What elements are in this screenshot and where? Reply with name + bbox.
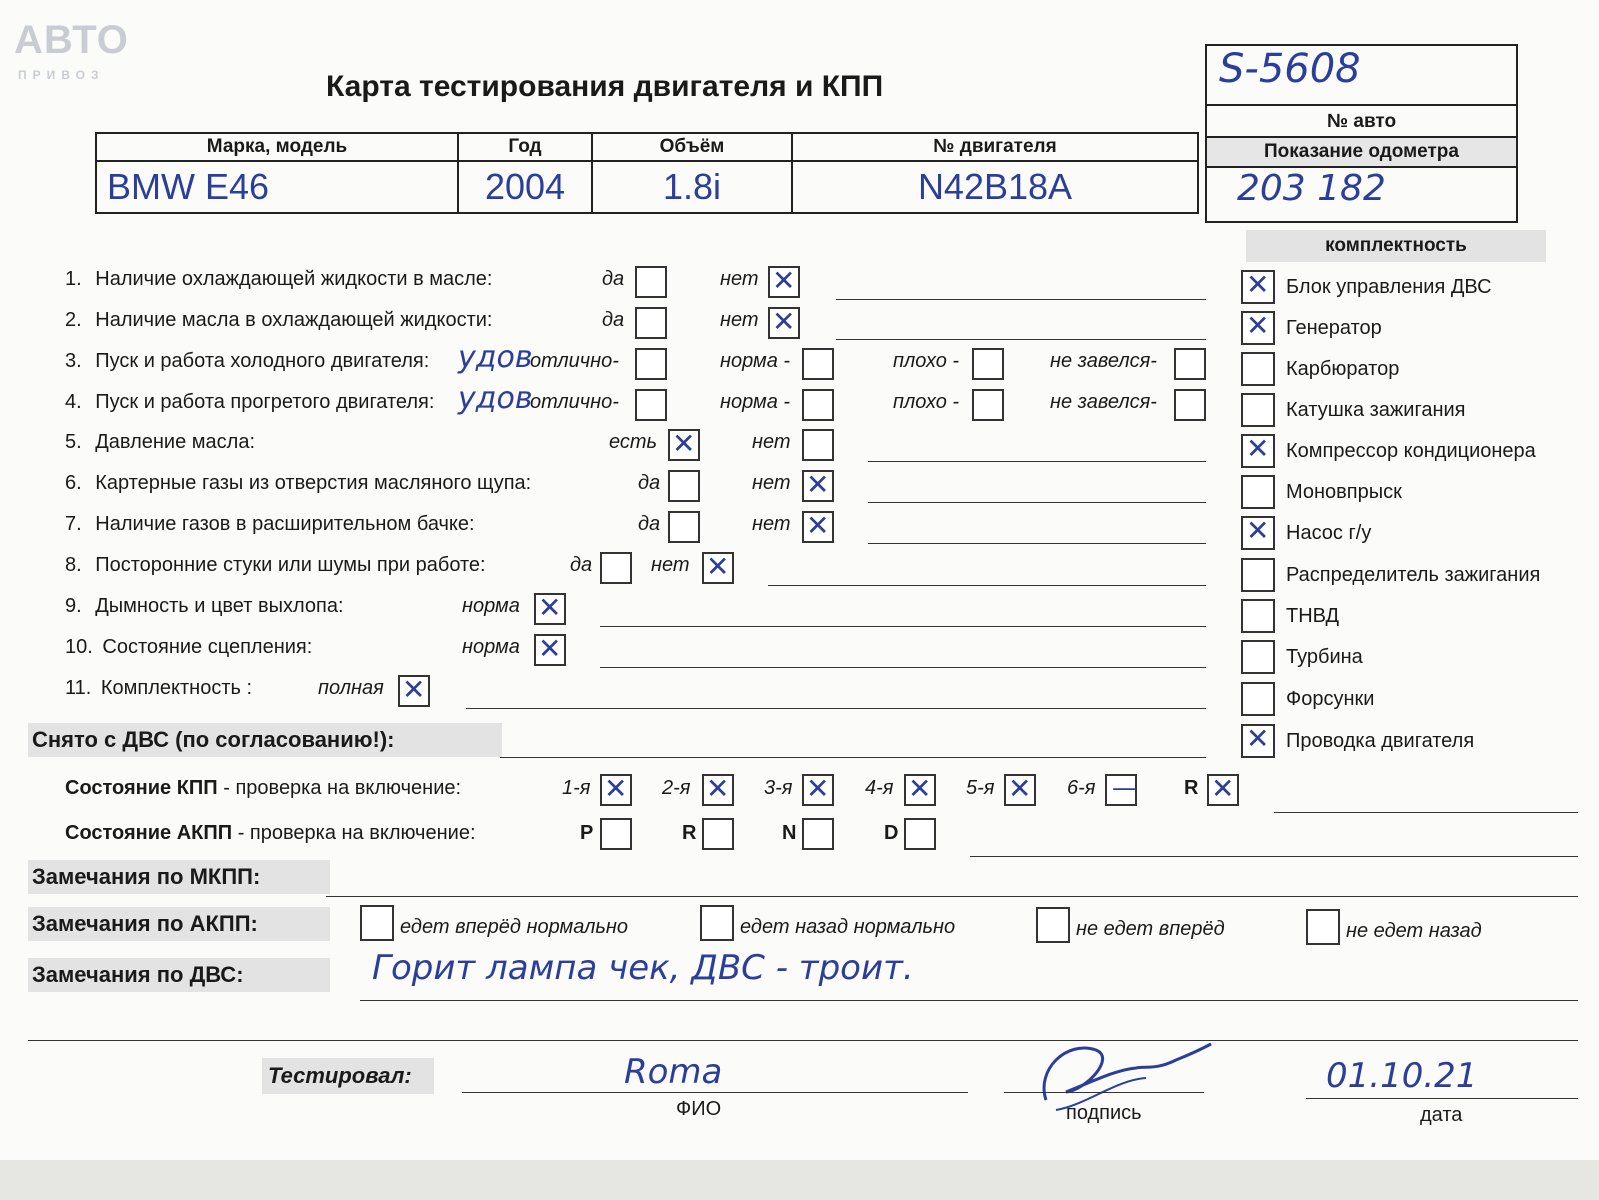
- tester-name-handwritten: Roma: [624, 1052, 723, 1092]
- complect-engine-wiring-checkbox[interactable]: [1241, 724, 1275, 758]
- q5-note-line: [868, 461, 1206, 462]
- q2-text: Наличие масла в охлаждающей жидкости:: [95, 309, 493, 331]
- complect-turbine-label: Турбина: [1286, 646, 1363, 668]
- complect-ac-compressor-label: Компрессор кондиционера: [1286, 440, 1536, 462]
- odometer-label: Показание одометра: [1207, 138, 1516, 168]
- q3-normal-checkbox[interactable]: [802, 348, 834, 380]
- removed-label: Снято с ДВС (по согласованию!):: [28, 723, 502, 757]
- question-7: [65, 513, 475, 536]
- akpp-no-forward-label: не едет вперёд: [1076, 918, 1225, 940]
- gear-r-checkbox[interactable]: [1207, 774, 1239, 806]
- q1-yes-label: да: [602, 268, 625, 290]
- q8-yes-label: да: [570, 554, 593, 576]
- header-col-year: Год: [458, 133, 592, 161]
- gear-4-label: 4-я: [865, 777, 894, 799]
- q10-normal-checkbox[interactable]: [534, 634, 566, 666]
- complect-distributor-checkbox[interactable]: [1241, 558, 1275, 592]
- q1-no-checkbox[interactable]: [768, 266, 800, 298]
- header-col-volume: Объём: [592, 133, 792, 161]
- complect-title: комплектность: [1246, 230, 1546, 262]
- q10-note-line: [600, 667, 1206, 668]
- complect-power-steering-pump-checkbox[interactable]: [1241, 516, 1275, 550]
- complect-power-steering-pump-label: Насос г/у: [1286, 522, 1372, 544]
- gear-5-label: 5-я: [966, 777, 995, 799]
- q2-no-checkbox[interactable]: [768, 307, 800, 339]
- question-11: [65, 677, 252, 700]
- complect-injectors-label: Форсунки: [1286, 688, 1375, 710]
- complect-carburetor-label: Карбюратор: [1286, 358, 1400, 380]
- q6-number: 6.: [65, 472, 82, 494]
- torn-edge: [0, 1160, 1599, 1200]
- q8-text: Посторонние стуки или шумы при работе:: [95, 554, 486, 576]
- q10-text: Состояние сцепления:: [102, 636, 313, 658]
- complect-generator-checkbox[interactable]: [1241, 311, 1275, 345]
- complect-distributor-label: Распределитель зажигания: [1286, 564, 1541, 586]
- q3-number: 3.: [65, 350, 82, 372]
- odometer-value: 203 182: [1237, 168, 1386, 209]
- complect-mono-injection-checkbox[interactable]: [1241, 475, 1275, 509]
- q10-number: 10.: [65, 636, 93, 658]
- q7-text: Наличие газов в расширительном бачке:: [95, 513, 475, 535]
- q3-handwritten-note: удов: [458, 340, 533, 375]
- q8-note-line: [768, 585, 1206, 586]
- q2-note-line: [836, 339, 1206, 340]
- q11-number: 11.: [65, 677, 92, 699]
- question-8: [65, 554, 486, 577]
- q3-not-started-label: не завелся-: [1050, 350, 1157, 372]
- question-3: [65, 350, 429, 373]
- q2-yes-checkbox[interactable]: [635, 307, 667, 339]
- complect-ecu-checkbox[interactable]: [1241, 270, 1275, 304]
- complect-mono-injection-label: Моновпрыск: [1286, 481, 1402, 503]
- question-6: [65, 472, 531, 495]
- akpp-d-label: D: [884, 822, 899, 844]
- q4-excellent-checkbox[interactable]: [635, 389, 667, 421]
- q8-number: 8.: [65, 554, 82, 576]
- vehicle-header-table: [95, 132, 1199, 214]
- akpp-p-checkbox[interactable]: [600, 818, 632, 850]
- q4-bad-label: плохо -: [893, 391, 960, 413]
- q8-no-checkbox[interactable]: [702, 552, 734, 584]
- q6-text: Картерные газы из отверстия масляного щупа:: [95, 472, 532, 494]
- complect-ignition-coil-label: Катушка зажигания: [1286, 399, 1466, 421]
- gear-6-checkbox[interactable]: [1105, 774, 1137, 806]
- akpp-note-line: [970, 856, 1578, 857]
- remarks-dvs-line: [360, 1000, 1578, 1001]
- kpp-label-bold: Состояние КПП: [65, 777, 218, 799]
- tester-name-line: [462, 1092, 968, 1093]
- complect-carburetor-checkbox[interactable]: [1241, 352, 1275, 386]
- q7-no-label: нет: [752, 513, 791, 535]
- q1-text: Наличие охлаждающей жидкости в масле:: [95, 268, 493, 290]
- akpp-backward-ok-checkbox[interactable]: [700, 905, 734, 941]
- q8-no-label: нет: [651, 554, 690, 576]
- question-9: [65, 595, 344, 618]
- akpp-n-label: N: [782, 822, 797, 844]
- complect-injection-pump-checkbox[interactable]: [1241, 599, 1275, 633]
- q5-yes-checkbox[interactable]: [668, 429, 700, 461]
- q9-note-line: [600, 626, 1206, 627]
- question-10: [65, 636, 312, 659]
- akpp-no-backward-checkbox[interactable]: [1306, 909, 1340, 945]
- q11-full-label: полная: [318, 677, 384, 699]
- akpp-no-backward-label: не едет назад: [1346, 920, 1482, 942]
- kpp-check-label: [65, 777, 461, 800]
- q4-not-started-checkbox[interactable]: [1174, 389, 1206, 421]
- q9-normal-label: норма: [462, 595, 520, 617]
- remarks-dvs-handwritten: Горит лампа чек, ДВС - троит.: [372, 948, 914, 988]
- question-1: [65, 268, 493, 291]
- akpp-d-checkbox[interactable]: [904, 818, 936, 850]
- q3-excellent-label: отлично-: [530, 350, 619, 372]
- header-col-model: Марка, модель: [96, 133, 458, 161]
- kpp-label-rest: - проверка на включение:: [217, 777, 462, 799]
- q1-no-label: нет: [720, 268, 759, 290]
- remarks-akpp-label: Замечания по АКПП:: [28, 907, 330, 941]
- gear-1-checkbox[interactable]: [600, 774, 632, 806]
- complect-generator-label: Генератор: [1286, 317, 1382, 339]
- gear-4-checkbox[interactable]: [904, 774, 936, 806]
- q4-handwritten-note: удов: [458, 381, 533, 416]
- logo-text: АВТО: [14, 18, 129, 62]
- q2-no-label: нет: [720, 309, 759, 331]
- q5-no-checkbox[interactable]: [802, 429, 834, 461]
- date-label: дата: [1420, 1104, 1463, 1126]
- akpp-label-bold: Состояние АКПП: [65, 822, 233, 844]
- q4-bad-checkbox[interactable]: [972, 389, 1004, 421]
- remarks-mkpp-line: [326, 896, 1578, 897]
- value-volume: 1.8i: [592, 161, 792, 213]
- complect-ac-compressor-checkbox[interactable]: [1241, 434, 1275, 468]
- q4-not-started-label: не завелся-: [1050, 391, 1157, 413]
- gear-2-checkbox[interactable]: [702, 774, 734, 806]
- auto-number-label: № авто: [1207, 108, 1516, 138]
- question-5: [65, 431, 255, 454]
- date-handwritten: 01.10.21: [1326, 1056, 1478, 1096]
- akpp-forward-ok-checkbox[interactable]: [360, 905, 394, 941]
- removed-note-line: [500, 757, 1206, 758]
- gear-3-checkbox[interactable]: [802, 774, 834, 806]
- complect-injectors-checkbox[interactable]: [1241, 682, 1275, 716]
- value-year: 2004: [458, 161, 592, 213]
- q5-number: 5.: [65, 431, 82, 453]
- q6-no-label: нет: [752, 472, 791, 494]
- q3-bad-label: плохо -: [893, 350, 960, 372]
- q7-yes-label: да: [638, 513, 661, 535]
- akpp-no-forward-checkbox[interactable]: [1036, 907, 1070, 943]
- gear-3-label: 3-я: [764, 777, 793, 799]
- auto-number-value: S-5608: [1207, 46, 1516, 106]
- signature-line: [1004, 1092, 1204, 1093]
- q4-number: 4.: [65, 391, 82, 413]
- complect-engine-wiring-label: Проводка двигателя: [1286, 730, 1475, 752]
- akpp-n-checkbox[interactable]: [802, 818, 834, 850]
- q7-no-checkbox[interactable]: [802, 511, 834, 543]
- q3-normal-label: норма -: [720, 350, 791, 372]
- q11-note-line: [466, 708, 1206, 709]
- date-line: [1306, 1098, 1578, 1099]
- kpp-note-line: [1274, 812, 1578, 813]
- q5-no-label: нет: [752, 431, 791, 453]
- gear-2-label: 2-я: [662, 777, 691, 799]
- akpp-r-checkbox[interactable]: [702, 818, 734, 850]
- q7-yes-checkbox[interactable]: [668, 511, 700, 543]
- gear-6-dash-mark: —: [1112, 774, 1136, 802]
- akpp-p-label: P: [580, 822, 594, 844]
- q6-no-checkbox[interactable]: [802, 470, 834, 502]
- q11-text: Комплектность :: [100, 677, 253, 699]
- q4-excellent-label: отлично-: [530, 391, 619, 413]
- q1-yes-checkbox[interactable]: [635, 266, 667, 298]
- q3-excellent-checkbox[interactable]: [635, 348, 667, 380]
- remarks-dvs-label: Замечания по ДВС:: [28, 958, 330, 992]
- q3-bad-checkbox[interactable]: [972, 348, 1004, 380]
- akpp-r-label: R: [682, 822, 697, 844]
- gear-5-checkbox[interactable]: [1004, 774, 1036, 806]
- q1-number: 1.: [65, 268, 82, 290]
- gear-r-label: R: [1184, 777, 1199, 799]
- akpp-forward-ok-label: едет вперёд нормально: [400, 916, 629, 938]
- q7-note-line: [868, 543, 1206, 544]
- q2-number: 2.: [65, 309, 82, 331]
- remarks-mkpp-label: Замечания по МКПП:: [28, 860, 330, 894]
- q8-yes-checkbox[interactable]: [600, 552, 632, 584]
- gear-6-label: 6-я: [1067, 777, 1096, 799]
- q1-note-line: [836, 299, 1206, 300]
- akpp-check-label: [65, 822, 476, 845]
- gear-1-label: 1-я: [562, 777, 591, 799]
- complect-injection-pump-label: ТНВД: [1286, 605, 1340, 627]
- q4-text: Пуск и работа прогретого двигателя:: [95, 391, 435, 413]
- q10-normal-label: норма: [462, 636, 520, 658]
- tested-by-label: Тестировал:: [262, 1058, 434, 1094]
- akpp-backward-ok-label: едет назад нормально: [740, 916, 956, 938]
- q3-not-started-checkbox[interactable]: [1174, 348, 1206, 380]
- odometer-block: [1205, 44, 1518, 223]
- q11-full-checkbox[interactable]: [398, 675, 430, 707]
- fio-label: ФИО: [676, 1098, 722, 1120]
- q5-text: Давление масла:: [95, 431, 255, 453]
- remarks-extra-line: [28, 1040, 1578, 1041]
- q3-text: Пуск и работа холодного двигателя:: [95, 350, 430, 372]
- q6-yes-checkbox[interactable]: [668, 470, 700, 502]
- q9-text: Дымность и цвет выхлопа:: [95, 595, 344, 617]
- complect-ecu-label: Блок управления ДВС: [1286, 276, 1492, 298]
- q2-yes-label: да: [602, 309, 625, 331]
- logo-subtext: ПРИВОЗ: [18, 68, 105, 82]
- avto-privoz-logo: [14, 18, 148, 82]
- q6-yes-label: да: [638, 472, 661, 494]
- question-4: [65, 391, 434, 414]
- q4-normal-label: норма -: [720, 391, 791, 413]
- value-model: BMW E46: [96, 161, 458, 213]
- q5-yes-label: есть: [609, 431, 658, 453]
- complect-ignition-coil-checkbox[interactable]: [1241, 393, 1275, 427]
- q7-number: 7.: [65, 513, 82, 535]
- page-title: Карта тестирования двигателя и КПП: [326, 70, 884, 103]
- value-engine: N42B18A: [792, 161, 1198, 213]
- header-col-engine: № двигателя: [792, 133, 1198, 161]
- signature-label: подпись: [1066, 1102, 1142, 1124]
- q6-note-line: [868, 502, 1206, 503]
- q9-normal-checkbox[interactable]: [534, 593, 566, 625]
- q9-number: 9.: [65, 595, 82, 617]
- question-2: [65, 309, 493, 332]
- akpp-label-rest: - проверка на включение:: [232, 822, 476, 844]
- q4-normal-checkbox[interactable]: [802, 389, 834, 421]
- complect-turbine-checkbox[interactable]: [1241, 640, 1275, 674]
